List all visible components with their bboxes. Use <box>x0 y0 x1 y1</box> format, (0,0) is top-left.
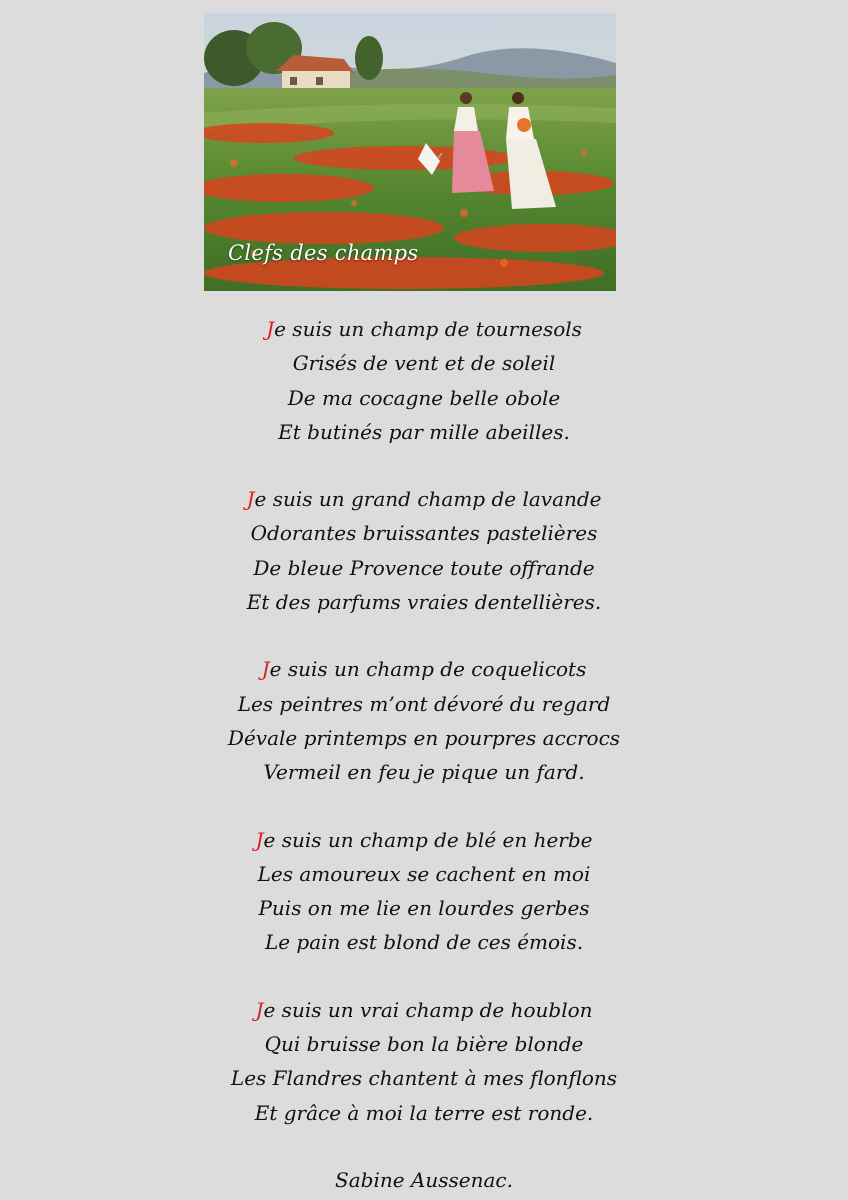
poem-line: Le pain est blond de ces émois. <box>264 930 584 955</box>
poem-line: Vermeil en feu je pique un fard. <box>263 760 585 785</box>
poem-line: Et butinés par mille abeilles. <box>278 419 570 444</box>
red-initial: J <box>246 487 255 512</box>
red-initial: J <box>266 317 275 341</box>
poem-line <box>0 312 848 346</box>
poem <box>0 312 848 1197</box>
red-initial: J <box>255 827 264 852</box>
poem-line: Dévale printemps en pourpres accrocs <box>227 725 621 750</box>
first-line-text: e suis un vrai champ de houblon <box>263 997 593 1022</box>
poem-line: De bleue Provence toute offrande <box>253 555 595 580</box>
poem-line: Les peintres m’ont dévoré du regard <box>237 691 611 716</box>
red-initial: J <box>261 657 270 682</box>
poem-line: De ma cocagne belle obole <box>287 385 561 410</box>
poem-line <box>0 652 848 686</box>
first-line-text: e suis un grand champ de lavande <box>254 487 602 512</box>
poem-line: Et grâce à moi la terre est ronde. <box>254 1100 594 1125</box>
image-caption: Clefs des champs <box>228 241 419 265</box>
stanza-4 <box>0 823 848 960</box>
first-line-text: e suis un champ de coquelicots <box>269 657 587 682</box>
first-line-text: e suis un champ de tournesols <box>274 317 582 341</box>
poem-line: Les Flandres chantent à mes flonflons <box>230 1066 618 1091</box>
poem-line <box>0 482 848 516</box>
poem-line: Odorantes bruissantes pastelières <box>250 521 598 546</box>
poem-line: Et des parfums vraies dentellières. <box>246 590 602 615</box>
poem-line <box>0 823 848 857</box>
red-initial: J <box>255 997 264 1022</box>
poem-line: Qui bruisse bon la bière blonde <box>264 1032 584 1057</box>
first-line-text: e suis un champ de blé en herbe <box>263 827 593 852</box>
poem-line: Grisés de vent et de soleil <box>292 351 556 376</box>
author-signature: Sabine Aussenac. <box>335 1167 513 1192</box>
stanza-5 <box>0 993 848 1130</box>
poem-line: Les amoureux se cachent en moi <box>257 861 591 886</box>
poem-line: Puis on me lie en lourdes gerbes <box>258 896 590 921</box>
stanza-2 <box>0 482 848 619</box>
stanza-3 <box>0 652 848 789</box>
stanza-1 <box>0 312 848 449</box>
poem-line <box>0 993 848 1027</box>
poppy-field-painting <box>204 13 616 291</box>
